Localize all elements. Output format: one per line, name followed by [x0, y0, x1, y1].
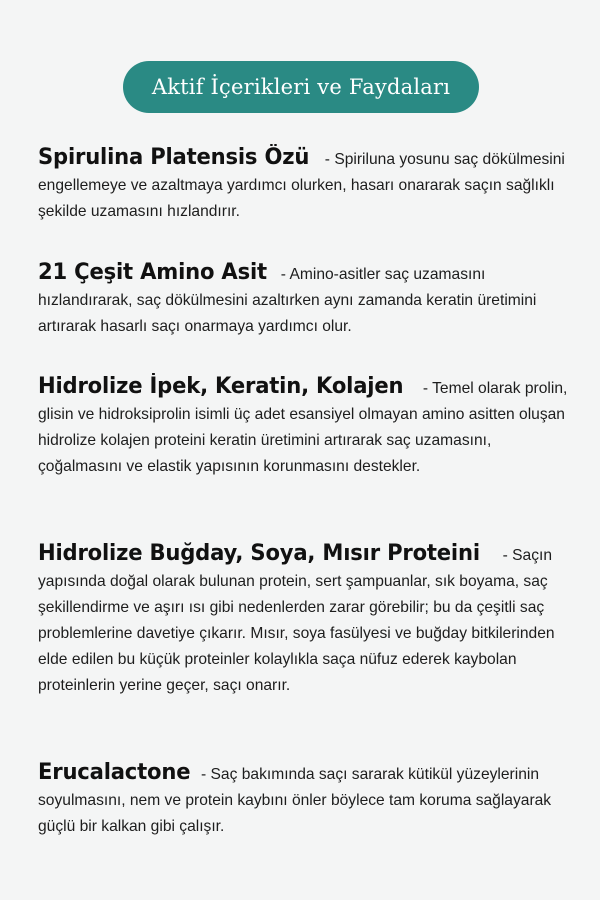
ingredient-hydrolyzed-proteins: [38, 541, 568, 699]
ingredient-hydrolyzed-silk: [38, 374, 568, 480]
ingredient-title: Erucalactone: [38, 760, 191, 785]
ingredient-erucalactone: [38, 760, 568, 840]
ingredient-title: 21 Çeşit Amino Asit: [38, 260, 267, 285]
header-title: Aktif İçerikleri ve Faydaları: [151, 75, 451, 99]
ingredient-title: Hidrolize İpek, Keratin, Kolajen: [38, 374, 404, 399]
ingredient-description: - Saç bakımında saçı sararak kütikül yüzeylerinin soyulmasını, nem ve protein kaybını önler böylece tam koruma sağlayarak güçlü bir kalkan gibi çalışır.: [38, 766, 552, 835]
ingredient-description: - Spiriluna yosunu saç dökülmesini engellemeye ve azaltmaya yardımcı olurken, hasarı onararak saçın sağlıklı şekilde uzamasını hızlandırır.: [38, 151, 565, 220]
section-header-pill: [123, 61, 479, 113]
ingredient-spirulina: [38, 145, 568, 225]
ingredient-description: - Amino-asitler saç uzamasını hızlandırarak, saç dökülmesini azaltırken aynı zamanda keratin üretimini artırarak hasarlı saçı onarmaya yardımcı olur.: [38, 266, 537, 335]
ingredient-title: Spirulina Platensis Özü: [38, 145, 310, 170]
ingredient-title: Hidrolize Buğday, Soya, Mısır Proteini: [38, 541, 480, 566]
ingredient-description: - Temel olarak prolin, glisin ve hidroksiprolin isimli üç adet esansiyel olmayan amino asitten oluşan hidrolize kolajen proteini keratin üretimini artırarak saç uzamasını, çoğalmasını ve elastik yapısının korunmasını destekler.: [38, 380, 568, 475]
ingredient-description: - Saçın yapısında doğal olarak bulunan protein, sert şampuanlar, sık boyama, saç şekillendirme ve aşırı ısı gibi nedenlerden zarar görebilir; bu da çeşitli saç problemlerine davetiye çıkarır. Mısır, soya fasülyesi ve buğday bitkilerinden elde edilen bu küçük proteinler kolaylıkla saça nüfuz ederek kaybolan proteinlerin yerine geçer, saçı onarır.: [38, 547, 555, 694]
ingredient-amino-acid: [38, 260, 568, 340]
